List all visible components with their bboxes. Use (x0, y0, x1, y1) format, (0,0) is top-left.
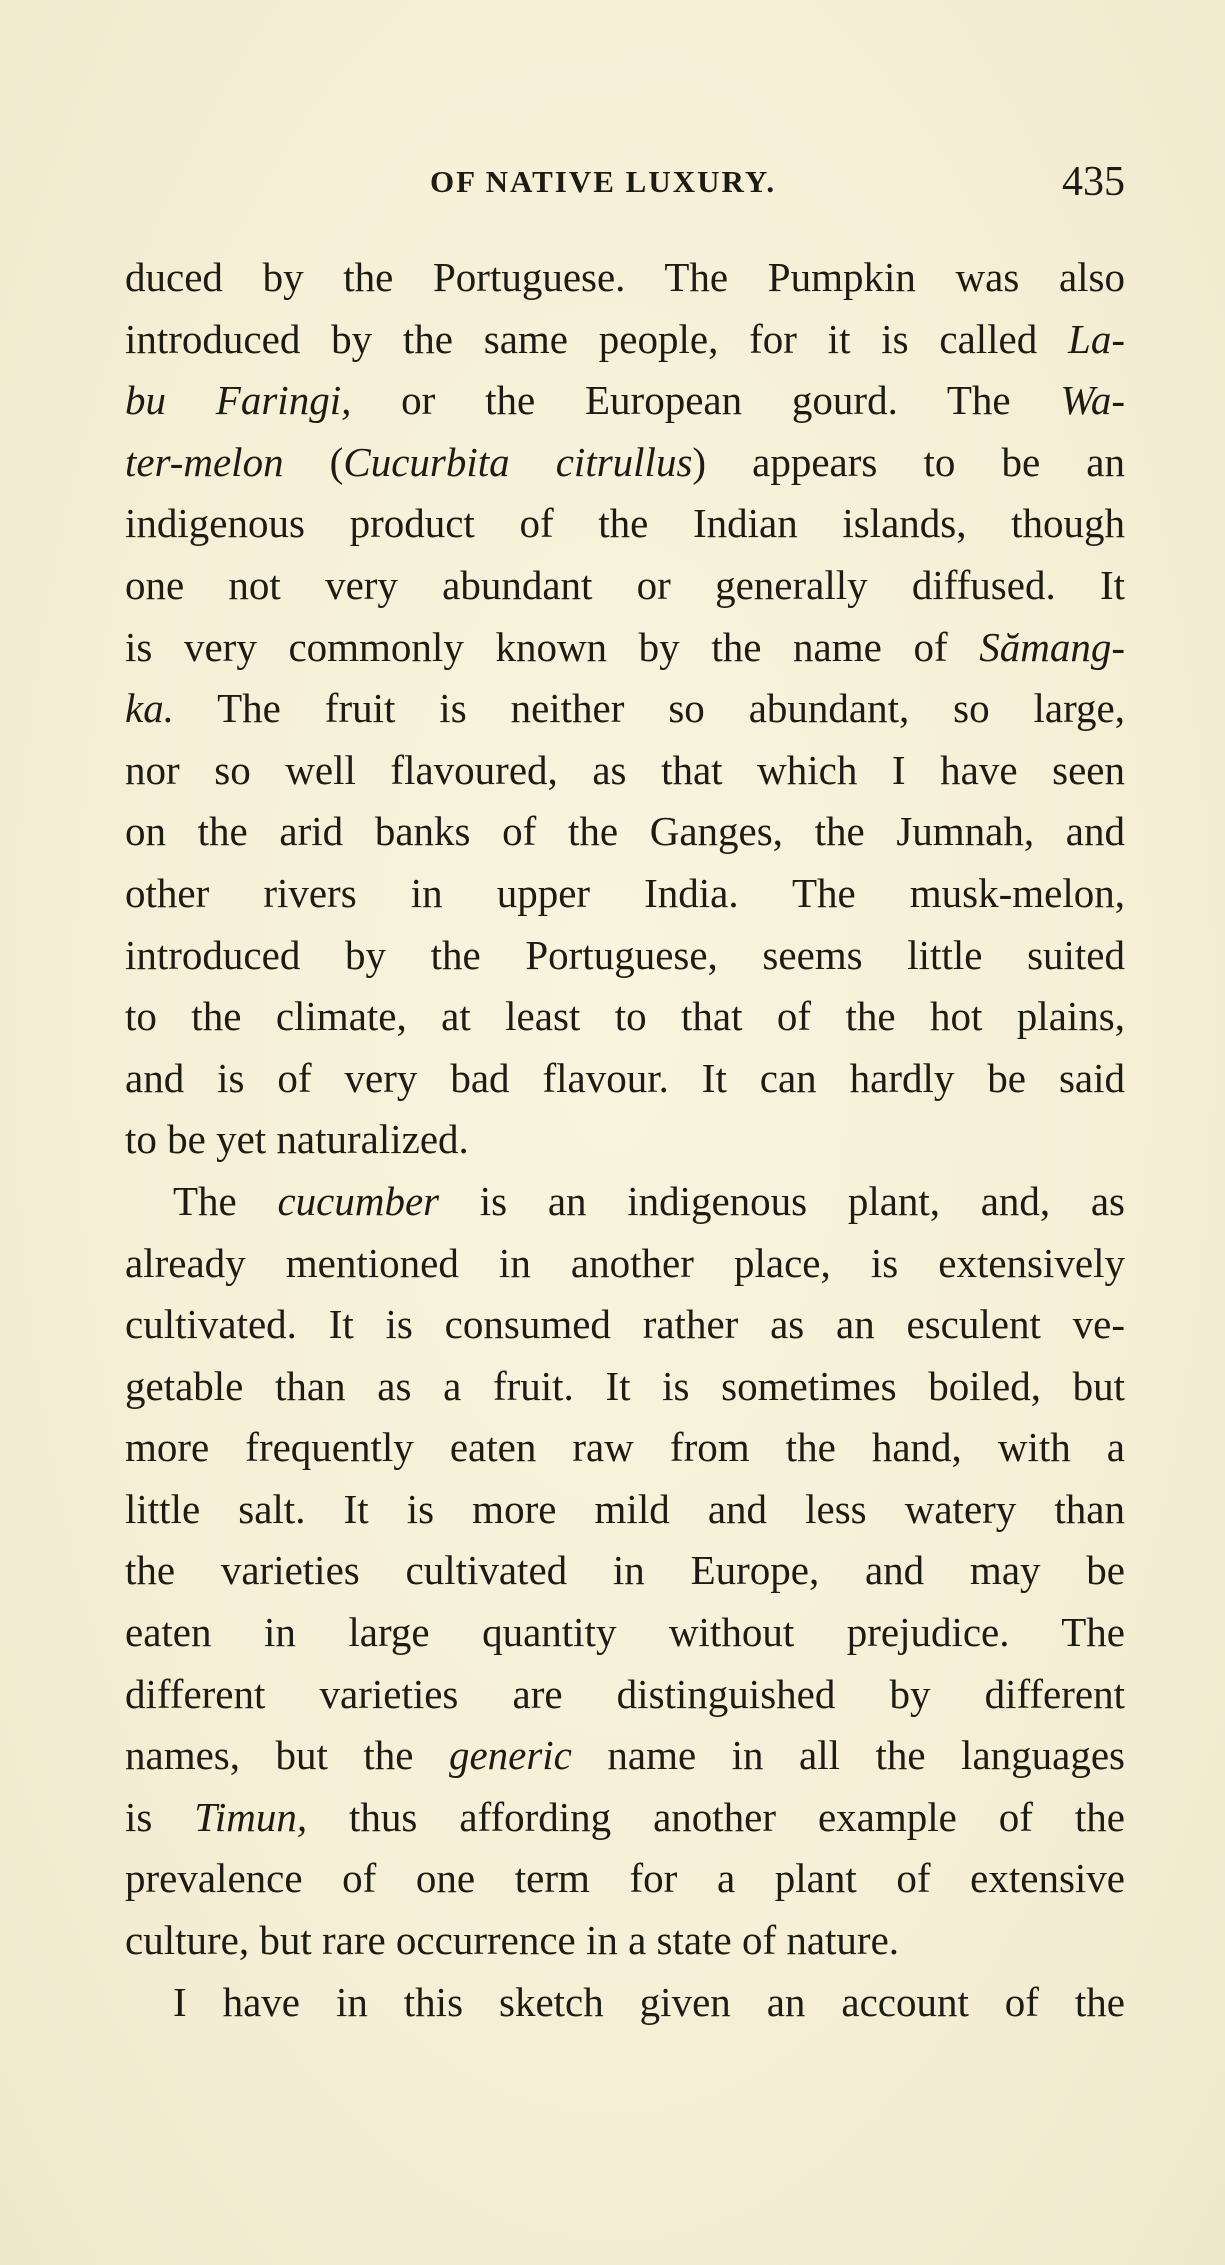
text-run: is (125, 1793, 195, 1840)
text-run: names, but the (125, 1732, 449, 1779)
text-run: prevalence of one term for a plant of extensive (125, 1855, 1125, 1902)
italic-term: bu Faringi, (125, 377, 352, 424)
italic-term: ka. (125, 685, 174, 732)
text-run: the varieties cultivated in Europe, and may be (125, 1547, 1125, 1594)
text-line (125, 1787, 1125, 1849)
text-run: other rivers in upper India. The musk-melon, (125, 869, 1125, 916)
text-line (125, 370, 1125, 432)
body-text (125, 247, 1125, 2033)
text-run: getable than as a fruit. It is sometimes boiled, but (125, 1362, 1125, 1409)
text-run: The (173, 1177, 278, 1224)
text-line (125, 1109, 1125, 1171)
text-run: ) appears to be an (692, 438, 1125, 485)
text-line (125, 617, 1125, 679)
text-line (125, 863, 1125, 925)
text-run: cultivated. It is consumed rather as an esculent ve- (125, 1301, 1125, 1348)
running-title: OF NATIVE LUXURY. (430, 164, 777, 199)
text-line (125, 1910, 1125, 1972)
text-line (125, 1294, 1125, 1356)
text-run: more frequently eaten raw from the hand, with a (125, 1424, 1125, 1471)
text-line (125, 1356, 1125, 1418)
text-line (125, 1848, 1125, 1910)
italic-term: cucumber (277, 1177, 440, 1224)
text-run: one not very abundant or generally diffused. It (125, 561, 1125, 608)
italic-term: Cucurbita citrullus (343, 438, 693, 485)
text-run: to be yet naturalized. (125, 1116, 469, 1163)
text-line (125, 1602, 1125, 1664)
running-head (125, 158, 1125, 208)
text-line (125, 432, 1125, 494)
text-run: thus affording another example of the (307, 1793, 1125, 1840)
text-line (125, 493, 1125, 555)
italic-term: generic (448, 1732, 572, 1779)
text-run: ( (283, 438, 344, 485)
text-run: The fruit is neither so abundant, so large, (173, 685, 1125, 732)
text-line (125, 1972, 1125, 2034)
text-line (125, 986, 1125, 1048)
text-line (125, 925, 1125, 987)
text-run: culture, but rare occurrence in a state of nature. (125, 1917, 900, 1964)
text-line (125, 678, 1125, 740)
text-run: already mentioned in another place, is extensively (125, 1239, 1125, 1286)
text-line (125, 555, 1125, 617)
text-line (125, 309, 1125, 371)
text-run: to the climate, at least to that of the hot plains, (125, 993, 1125, 1040)
text-line (125, 1479, 1125, 1541)
text-run: duced by the Portuguese. The Pumpkin was also (125, 254, 1125, 300)
text-run: nor so well flavoured, as that which I have seen (125, 746, 1125, 793)
text-run: and is of very bad flavour. It can hardly be said (125, 1054, 1125, 1101)
text-line (125, 740, 1125, 802)
text-run: I have in this sketch given an account of the (173, 1978, 1125, 2025)
italic-term: ter-melon (125, 438, 284, 485)
text-line (125, 247, 1125, 309)
text-line (125, 1417, 1125, 1479)
italic-term: La- (1068, 315, 1125, 362)
text-run: or the European gourd. The (351, 377, 1061, 424)
text-line (125, 1171, 1125, 1233)
text-run: little salt. It is more mild and less watery than (125, 1485, 1125, 1532)
text-line (125, 1725, 1125, 1787)
text-line (125, 1048, 1125, 1110)
text-run: on the arid banks of the Ganges, the Jumnah, and (125, 808, 1125, 855)
text-run: different varieties are distinguished by different (125, 1670, 1125, 1717)
text-run: is very commonly known by the name of (125, 623, 980, 670)
page-number: 435 (1062, 159, 1125, 205)
text-line (125, 1540, 1125, 1602)
text-run: is an indigenous plant, and, as (439, 1177, 1126, 1224)
text-line (125, 801, 1125, 863)
italic-term: Timun, (194, 1793, 308, 1840)
text-run: introduced by the same people, for it is called (125, 315, 1069, 362)
italic-term: Wa- (1060, 377, 1125, 424)
text-run: eaten in large quantity without prejudice. The (125, 1609, 1125, 1656)
text-line (125, 1664, 1125, 1726)
text-line (125, 1233, 1125, 1295)
text-run: introduced by the Portuguese, seems little suited (125, 931, 1125, 978)
text-run: name in all the languages (571, 1732, 1125, 1779)
italic-term: Sămang- (979, 623, 1125, 670)
text-run: indigenous product of the Indian islands, though (125, 500, 1125, 547)
